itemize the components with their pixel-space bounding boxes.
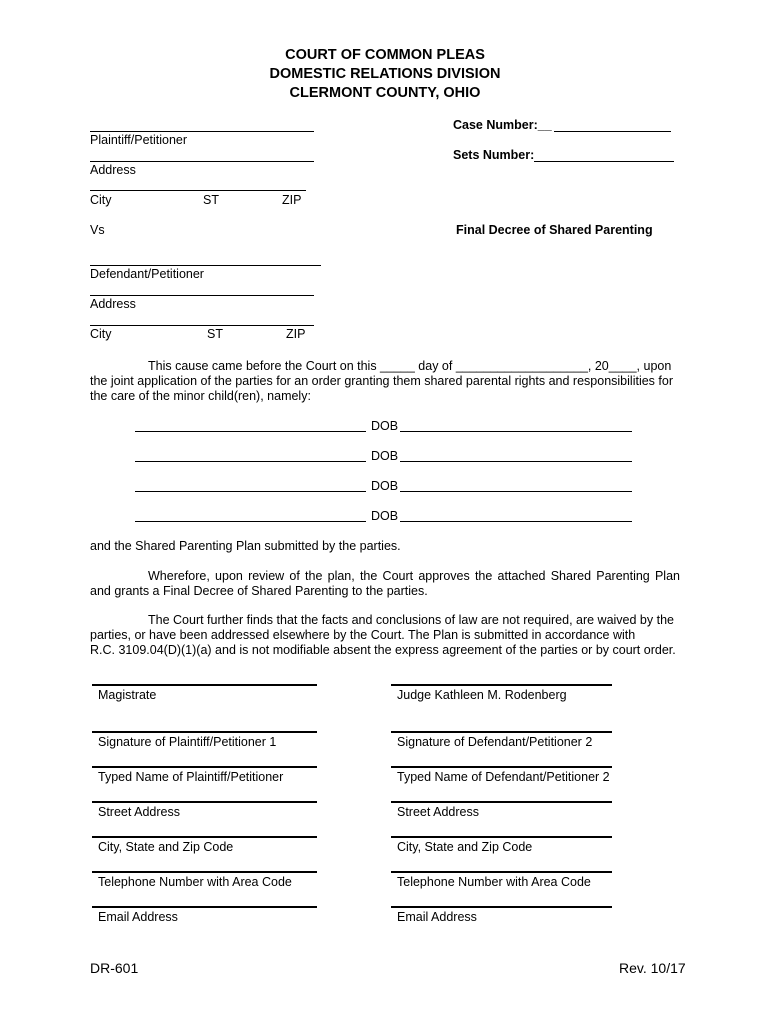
defendant-signature-line[interactable] bbox=[391, 731, 612, 733]
plaintiff-city-state-zip-label: City, State and Zip Code bbox=[98, 840, 234, 854]
plaintiff-telephone-label: Telephone Number with Area Code bbox=[98, 875, 292, 889]
child-dob-line[interactable] bbox=[400, 491, 632, 492]
child-name-line[interactable] bbox=[135, 491, 366, 492]
judge-label: Judge Kathleen M. Rodenberg bbox=[397, 688, 567, 702]
plaintiff-name-line bbox=[90, 131, 314, 132]
defendant-city-state-zip-line[interactable] bbox=[391, 836, 612, 838]
defendant-name-line bbox=[90, 265, 321, 266]
defendant-typed-name-line[interactable] bbox=[391, 766, 612, 768]
case-number-label: Case Number:__ bbox=[453, 118, 552, 132]
plaintiff-city-line bbox=[90, 190, 306, 191]
defendant-typed-name-label: Typed Name of Defendant/Petitioner 2 bbox=[397, 770, 610, 784]
defendant-label: Defendant/Petitioner bbox=[90, 267, 204, 281]
defendant-address-line bbox=[90, 295, 314, 296]
defendant-signature-label: Signature of Defendant/Petitioner 2 bbox=[397, 735, 593, 749]
child-dob-line[interactable] bbox=[400, 461, 632, 462]
court-name: COURT OF COMMON PLEAS bbox=[285, 47, 485, 63]
dob-label: DOB bbox=[371, 419, 399, 433]
plaintiff-telephone-line[interactable] bbox=[92, 871, 317, 873]
plaintiff-street-line[interactable] bbox=[92, 801, 317, 803]
plaintiff-city-state-zip-line[interactable] bbox=[92, 836, 317, 838]
plaintiff-typed-name-label: Typed Name of Plaintiff/Petitioner bbox=[98, 770, 284, 784]
dob-label: DOB bbox=[371, 509, 399, 523]
defendant-telephone-label: Telephone Number with Area Code bbox=[397, 875, 591, 889]
defendant-st-label: ST bbox=[207, 327, 223, 341]
plaintiff-st-label: ST bbox=[203, 193, 219, 207]
child-dob-line[interactable] bbox=[400, 521, 632, 522]
plaintiff-signature-label: Signature of Plaintiff/Petitioner 1 bbox=[98, 735, 277, 749]
plaintiff-typed-name-line[interactable] bbox=[92, 766, 317, 768]
versus-label: Vs bbox=[90, 223, 105, 237]
child-name-line[interactable] bbox=[135, 461, 366, 462]
intro-line-1: This cause came before the Court on this _____ day of ___________________, 20____, upon bbox=[148, 359, 672, 373]
defendant-city-label: City bbox=[90, 327, 112, 341]
findings-line-1: The Court further finds that the facts and conclusions of law are not required, are waived by the bbox=[148, 613, 674, 627]
findings-line-2: parties, or have been addressed elsewhere by the Court. The Plan is submitted in accordance with bbox=[90, 628, 636, 642]
plaintiff-label: Plaintiff/Petitioner bbox=[90, 133, 188, 147]
county-name: CLERMONT COUNTY, OHIO bbox=[289, 85, 481, 101]
dob-label: DOB bbox=[371, 479, 399, 493]
defendant-email-line[interactable] bbox=[391, 906, 612, 908]
plaintiff-signature-line[interactable] bbox=[92, 731, 317, 733]
defendant-street-line[interactable] bbox=[391, 801, 612, 803]
dob-label: DOB bbox=[371, 449, 399, 463]
plaintiff-address-label: Address bbox=[90, 163, 136, 177]
case-number-field[interactable] bbox=[554, 131, 671, 132]
plaintiff-street-label: Street Address bbox=[98, 805, 180, 819]
form-id: DR-601 bbox=[90, 960, 139, 976]
magistrate-label: Magistrate bbox=[98, 688, 157, 702]
plaintiff-email-line[interactable] bbox=[92, 906, 317, 908]
division-name: DOMESTIC RELATIONS DIVISION bbox=[269, 66, 501, 82]
child-dob-line[interactable] bbox=[400, 431, 632, 432]
defendant-telephone-line[interactable] bbox=[391, 871, 612, 873]
plaintiff-city-label: City bbox=[90, 193, 112, 207]
defendant-street-label: Street Address bbox=[397, 805, 479, 819]
plaintiff-zip-label: ZIP bbox=[282, 193, 302, 207]
defendant-city-state-zip-label: City, State and Zip Code bbox=[397, 840, 533, 854]
sets-number-field[interactable] bbox=[534, 161, 674, 162]
defendant-email-label: Email Address bbox=[397, 910, 477, 924]
wherefore-paragraph: Wherefore, upon review of the plan, the Court approves the attached Shared Parenting Plan and grants a Final Decree of Shared Parenting to the parties. bbox=[90, 569, 680, 598]
child-name-line[interactable] bbox=[135, 521, 366, 522]
plaintiff-email-label: Email Address bbox=[98, 910, 178, 924]
document-title: Final Decree of Shared Parenting bbox=[456, 223, 653, 237]
intro-paragraph: the joint application of the parties for an order granting them shared parental rights and responsibilities for the care of the minor child(ren), namely: bbox=[90, 374, 673, 403]
plaintiff-address-line bbox=[90, 161, 314, 162]
defendant-address-label: Address bbox=[90, 297, 136, 311]
judge-signature-line[interactable] bbox=[391, 684, 612, 686]
sets-number-label: Sets Number: bbox=[453, 148, 535, 162]
revision-label: Rev. 10/17 bbox=[619, 960, 686, 976]
child-name-line[interactable] bbox=[135, 431, 366, 432]
magistrate-signature-line[interactable] bbox=[92, 684, 317, 686]
defendant-city-line bbox=[90, 325, 314, 326]
plan-submitted-text: and the Shared Parenting Plan submitted by the parties. bbox=[90, 539, 401, 553]
findings-line-3: R.C. 3109.04(D)(1)(a) and is not modifiable absent the express agreement of the parties or by court order. bbox=[90, 643, 676, 657]
defendant-zip-label: ZIP bbox=[286, 327, 306, 341]
